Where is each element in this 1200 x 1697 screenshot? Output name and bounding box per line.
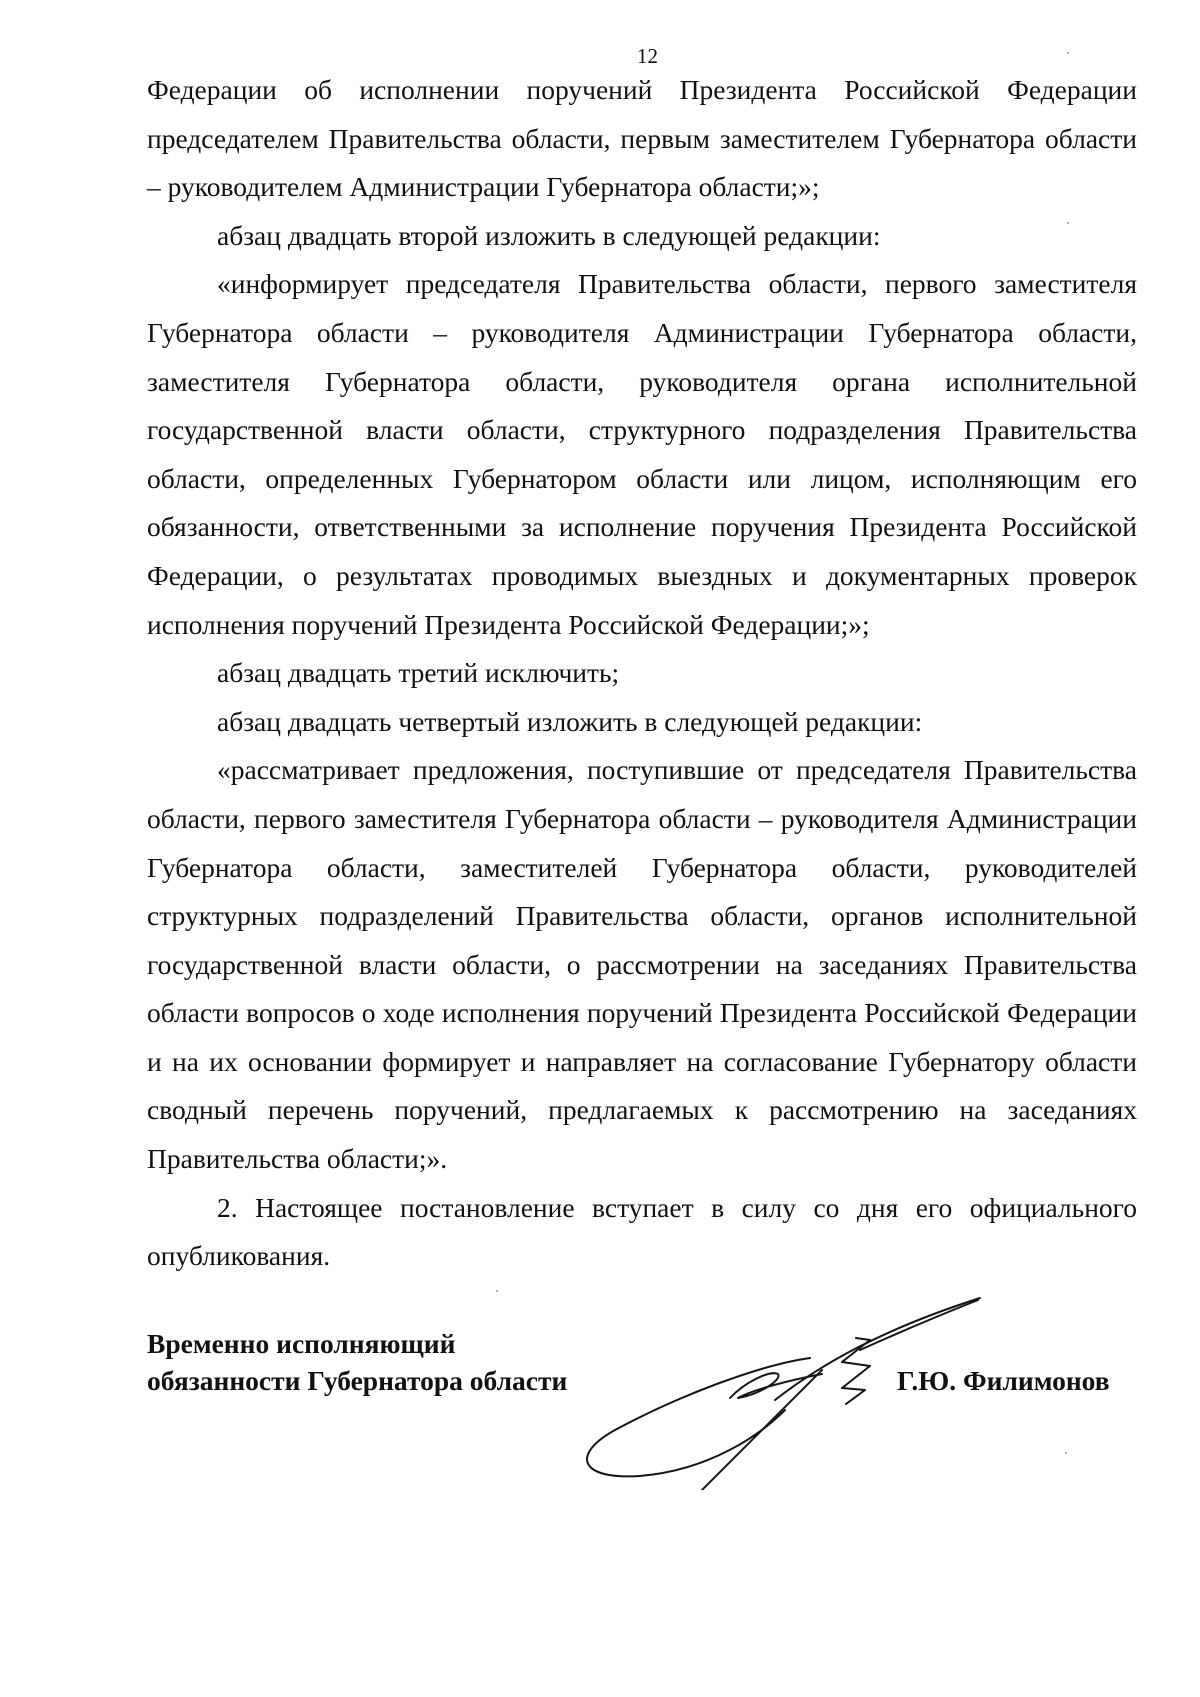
paragraph-continuation: Федерации об исполнении поручений Президента Российской Федерации председателем Правительства области, первым заместителем Губернатора области – руководителем Администрации Губернатора области;»; (147, 74, 1137, 203)
signer-name: Г.Ю. Филимонов (897, 1365, 1110, 1396)
page-number: 12 (637, 44, 658, 68)
scan-speck (496, 1290, 498, 1292)
paragraph-consider-text: «рассматривает предложения, поступившие от председателя Правительства области, первого заместителя Губернатора области – руководителя Администрации Губернатора области, заместителей Губернатора области, руководителей структурных подразделений Правительства области, органов исполнительной государственной власти области, о рассмотрении на заседаниях Правительства области вопросов о ходе исполнения поручений Президента Российской Федерации и на их основании формирует и направляет на согласование Губернатору области сводный перечень поручений, предлагаемых к рассмотрению на заседаниях Правительства области;». (147, 754, 1137, 1175)
scan-speck (1065, 1452, 1067, 1454)
signer-position-line-1: Временно исполняющий (147, 1328, 456, 1359)
paragraph-effective-date: 2. Настоящее постановление вступает в силу со дня его официального опубликования. (147, 1191, 1137, 1272)
scan-speck (1067, 52, 1069, 54)
paragraph-amendment-22: абзац двадцать второй изложить в следующей редакции: (217, 219, 881, 251)
paragraph-amendment-24: абзац двадцать четвертый изложить в следующей редакции: (217, 705, 923, 737)
signer-position-line-2: обязанности Губернатора области (147, 1365, 568, 1396)
paragraph-amendment-23: абзац двадцать третий исключить; (217, 657, 620, 689)
paragraph-inform-text: «информирует председателя Правительства области, первого заместителя Губернатора области – руководителя Администрации Губернатора области, заместителя Губернатора области, руководителя органа исполнительной государственной власти области, структурного подразделения Правительства области, определенных Губернатором области или лицом, исполняющим его обязанности, ответственными за исполнение поручения Президента Российской Федерации, о результатах проводимых выездных и документарных проверок исполнения поручений Президента Российской Федерации;»; (147, 268, 1137, 640)
document-body (147, 66, 1137, 1281)
scan-speck (1067, 222, 1069, 224)
signer-position (147, 1325, 567, 1399)
